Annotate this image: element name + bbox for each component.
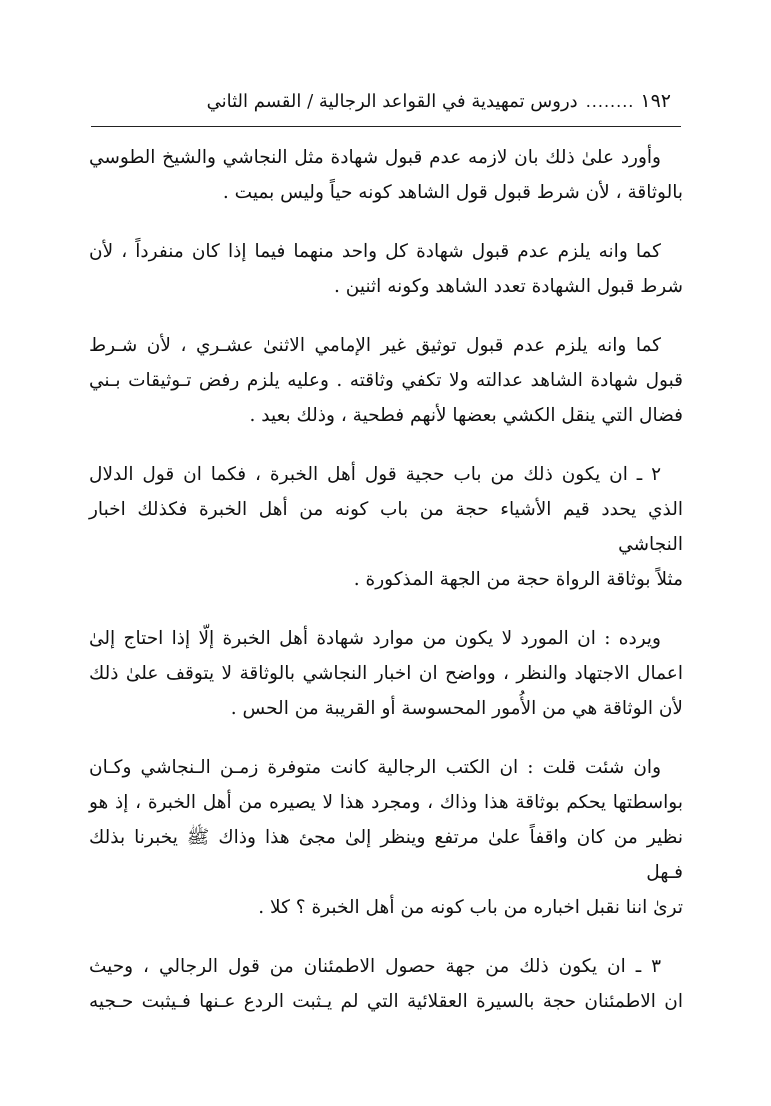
text-line: كما وانه يلزم عدم قبول شهادة كل واحد منهما فيما إذا كان منفرداً ، لأن bbox=[89, 241, 661, 262]
text-line: كما وانه يلزم عدم قبول توثيق غير الإمامي الاثنىٰ عشـري ، لأن شـرط bbox=[89, 335, 661, 356]
running-header bbox=[91, 90, 671, 120]
text-line: نظير من كان واقفاً علىٰ مرتفع وينظر إلىٰ مجئ هذا وذاك ﷺ يخبرنا بذلك فـهل bbox=[89, 827, 683, 883]
header-rule bbox=[91, 126, 681, 127]
text-line: ٢ ـ ان يكون ذلك من باب حجية قول أهل الخبرة ، فكما ان قول الدلال bbox=[89, 464, 661, 485]
paragraph-rebuttal bbox=[89, 621, 683, 726]
paragraph-alternative-phrasing bbox=[89, 750, 683, 925]
text-line: لأن الوثاقة هي من الأُمور المحسوسة أو القريبة من الحس . bbox=[230, 698, 683, 719]
running-title: دروس تمهيدية في القواعد الرجالية / القسم الثاني bbox=[206, 91, 578, 112]
paragraph-objection-living-witness bbox=[89, 140, 683, 210]
text-line: الذي يحدد قيم الأشياء حجة من باب كونه من أهل الخبرة فكذلك اخبار النجاشي bbox=[89, 499, 683, 555]
page-number: ١٩٢ bbox=[640, 90, 671, 112]
text-line: شرط قبول الشهادة تعدد الشاهد وكونه اثنين . bbox=[334, 276, 683, 297]
paragraph-point-2-expertise bbox=[89, 457, 683, 597]
text-line: ويرده : ان المورد لا يكون من موارد شهادة أهل الخبرة إلّا إذا احتاج إلىٰ bbox=[89, 628, 661, 649]
paragraph-point-3-assurance bbox=[89, 949, 683, 1019]
text-line: وأورد علىٰ ذلك بان لازمه عدم قبول شهادة مثل النجاشي والشيخ الطوسي bbox=[89, 147, 661, 168]
text-line: بالوثاقة ، لأن شرط قبول قول الشاهد كونه حياً وليس بميت . bbox=[222, 182, 683, 203]
text-line: ان الاطمئنان حجة بالسيرة العقلائية التي لم يـثبت الردع عـنها فـيثبت حـجيه bbox=[89, 991, 683, 1012]
text-line: قبول شهادة الشاهد عدالته ولا تكفي وثاقته . وعليه يلزم رفض تـوثيقات بـني bbox=[89, 370, 683, 391]
text-line: وان شئت قلت : ان الكتب الرجالية كانت متوفرة زمـن الـنجاشي وكـان bbox=[89, 757, 661, 778]
page-body bbox=[89, 140, 683, 1043]
text-line: ٣ ـ ان يكون ذلك من جهة حصول الاطمئنان من قول الرجالي ، وحيث bbox=[89, 956, 661, 977]
paragraph-objection-non-imami bbox=[89, 328, 683, 433]
text-line: اعمال الاجتهاد والنظر ، وواضح ان اخبار النجاشي بالوثاقة لا يتوقف علىٰ ذلك bbox=[89, 663, 683, 684]
text-line: فضال التي ينقل الكشي بعضها لأنهم فطحية ، وذلك بعيد . bbox=[249, 405, 683, 426]
text-line: مثلاً بوثاقة الرواة حجة من الجهة المذكورة . bbox=[353, 569, 683, 590]
text-line: ترىٰ اننا نقبل اخباره من باب كونه من أهل الخبرة ؟ كلا . bbox=[258, 897, 683, 918]
header-dot-leader: ........ bbox=[585, 92, 635, 111]
paragraph-objection-single-witness bbox=[89, 234, 683, 304]
text-line: بواسطتها يحكم بوثاقة هذا وذاك ، ومجرد هذا لا يصيره من أهل الخبرة ، إذ هو bbox=[89, 792, 683, 813]
